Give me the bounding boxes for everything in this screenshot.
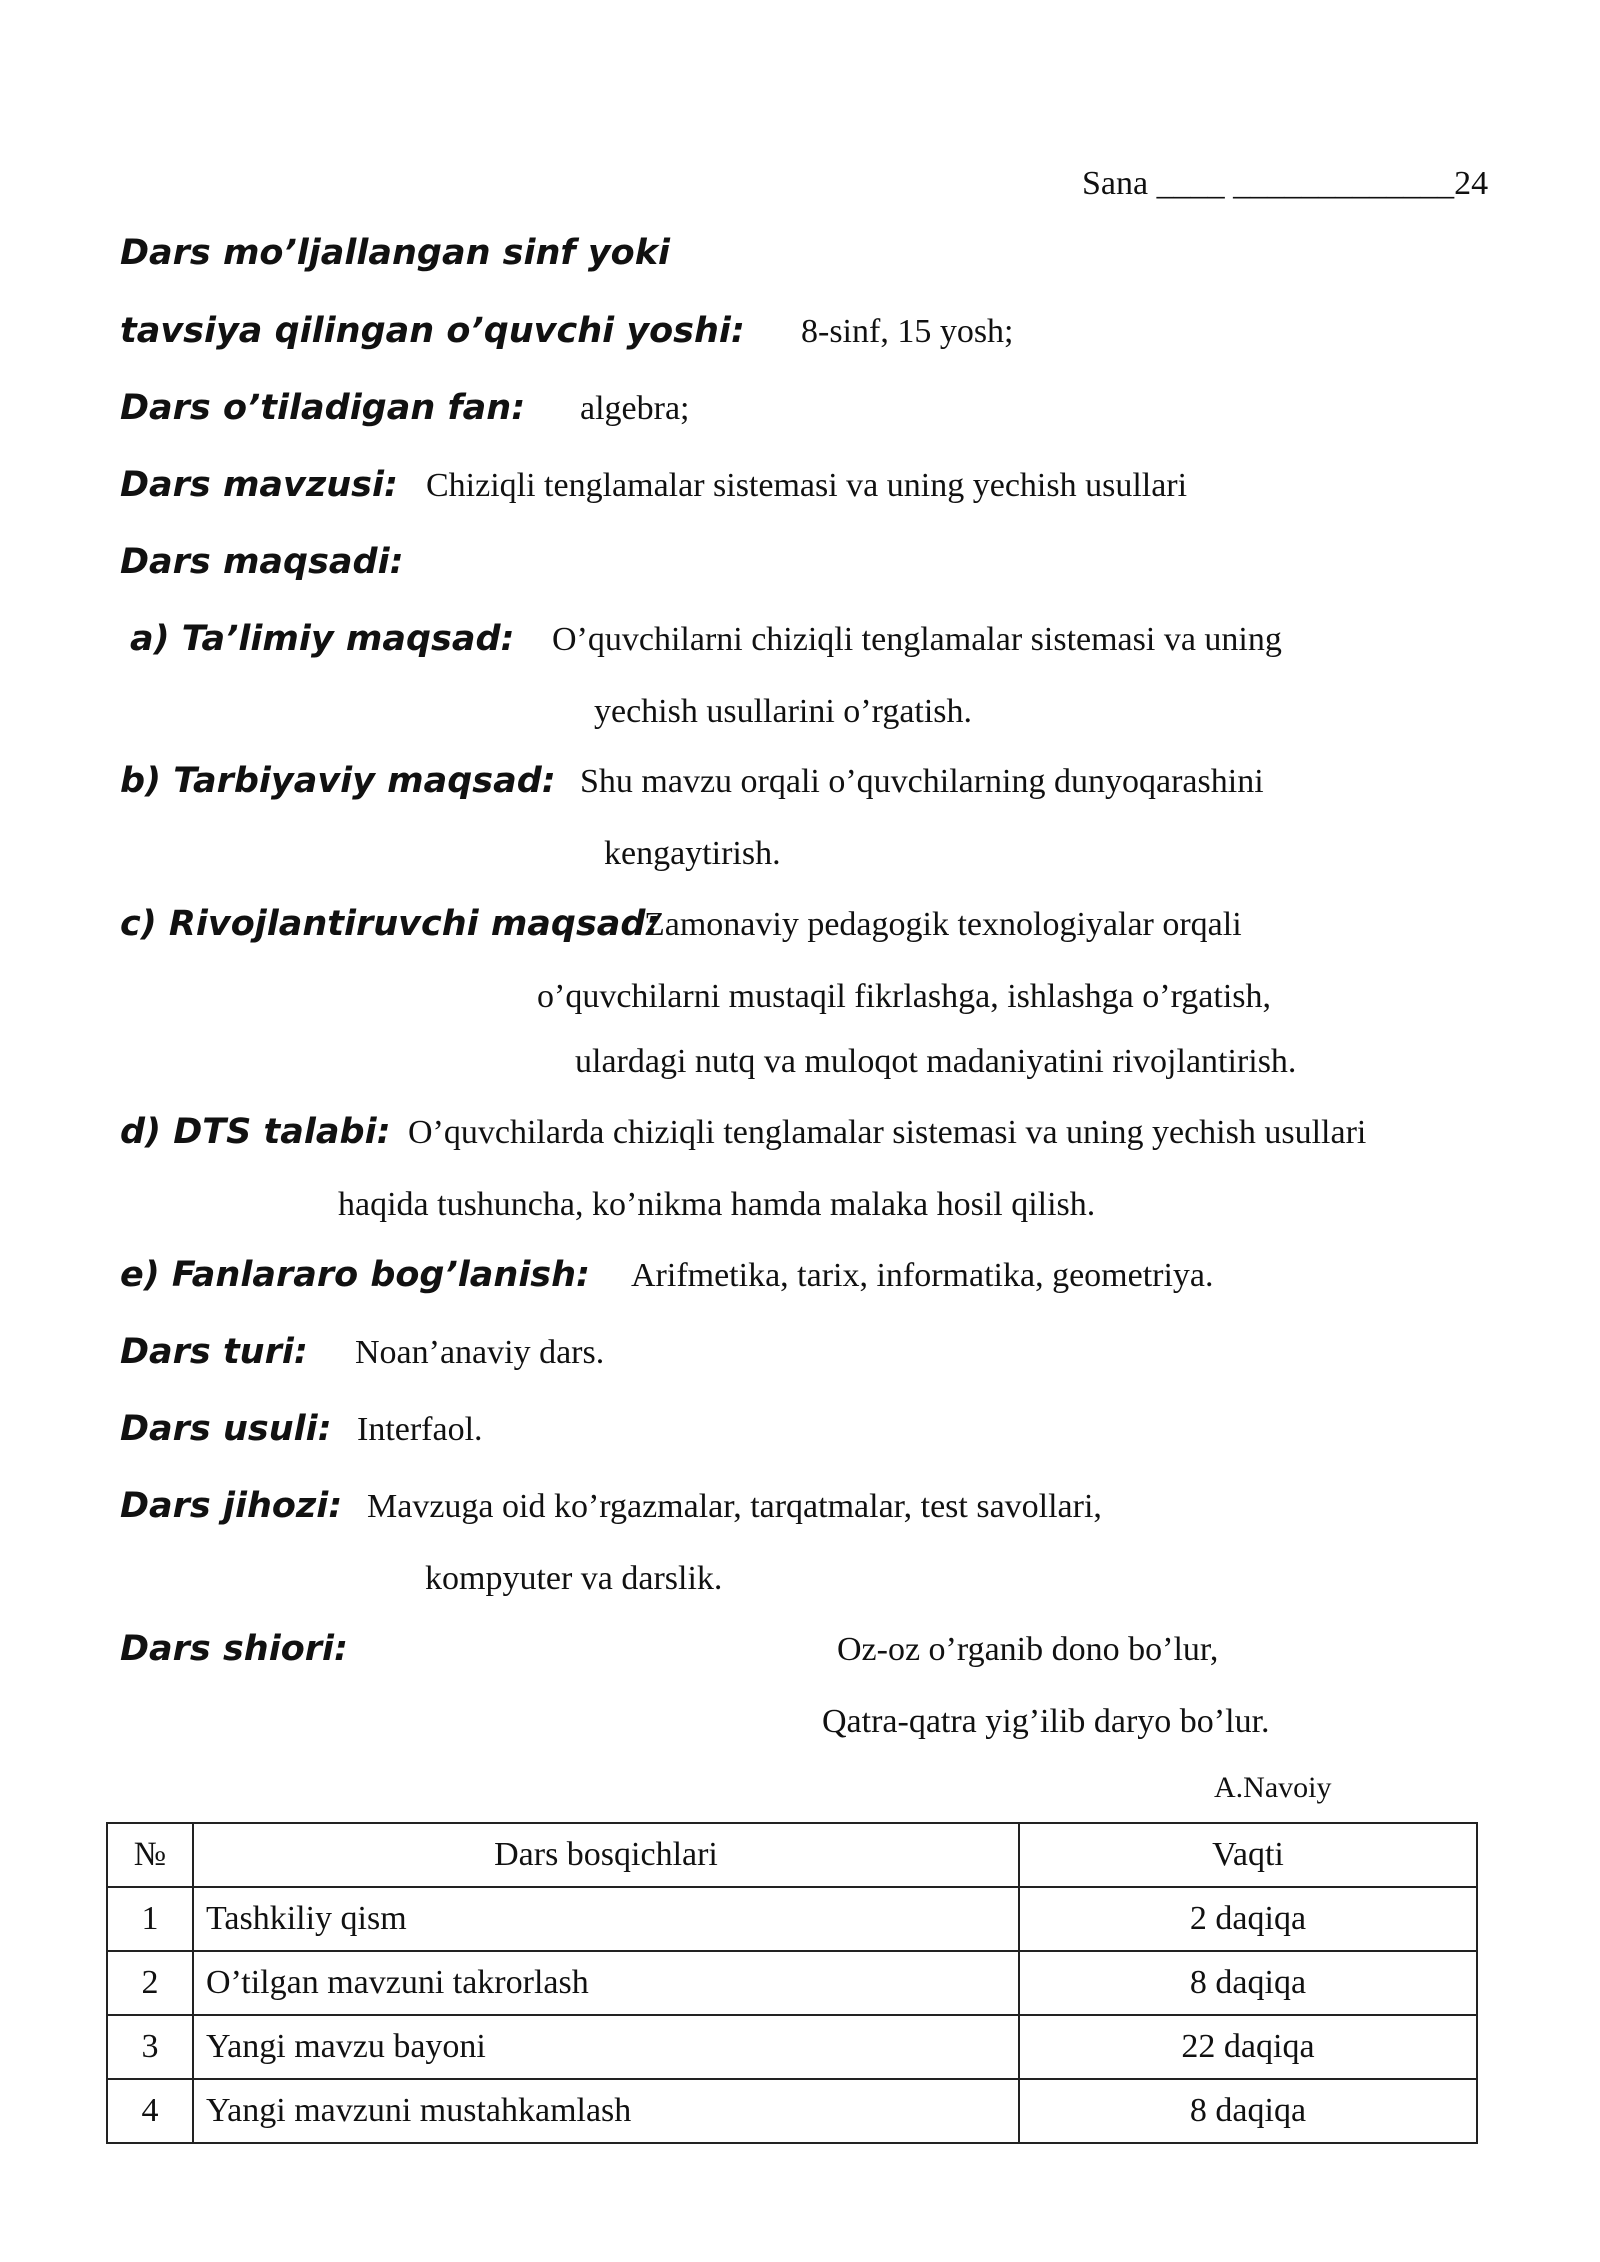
upbringing-goal-label: b) Tarbiyaviy maqsad:	[120, 761, 556, 801]
table-row	[107, 1951, 1477, 2015]
edu-goal-line-1: O’quvchilarni chiziqli tenglamalar sistemasi va uning	[552, 621, 1282, 658]
header-time: Vaqti	[1019, 1823, 1477, 1887]
row-stage: Yangi mavzu bayoni	[193, 2015, 1019, 2079]
dts-line-2: haqida tushuncha, ko’nikma hamda malaka hosil qilish.	[338, 1186, 1096, 1223]
lesson-type-value: Noan’anaviy dars.	[355, 1334, 605, 1371]
row-number: 2	[107, 1951, 193, 2015]
row-stage: Yangi mavzuni mustahkamlash	[193, 2079, 1019, 2143]
row-number: 4	[107, 2079, 193, 2143]
motto-label: Dars shiori:	[120, 1629, 348, 1669]
dts-line-1: O’quvchilarda chiziqli tenglamalar sistemasi va uning yechish usullari	[408, 1114, 1367, 1151]
row-stage: O’tilgan mavzuni takrorlash	[193, 1951, 1019, 2015]
develop-goal-label: c) Rivojlantiruvchi maqsad:	[120, 904, 660, 944]
row-stage: Tashkiliy qism	[193, 1887, 1019, 1951]
interdisciplinary-label: e) Fanlararo bog’lanish:	[120, 1255, 591, 1295]
subject-label: Dars o’tiladigan fan:	[120, 388, 526, 428]
upbringing-goal-line-1: Shu mavzu orqali o’quvchilarning dunyoqarashini	[580, 763, 1264, 800]
edu-goal-line-2: yechish usullarini o’rgatish.	[594, 693, 973, 730]
develop-goal-line-2: o’quvchilarni mustaqil fikrlashga, ishlashga o’rgatish,	[537, 978, 1272, 1015]
subject-value: algebra;	[580, 390, 690, 427]
topic-label: Dars mavzusi:	[120, 465, 398, 505]
table-row	[107, 1887, 1477, 1951]
equipment-label: Dars jihozi:	[120, 1486, 343, 1526]
row-time: 2 daqiqa	[1019, 1887, 1477, 1951]
topic-value: Chiziqli tenglamalar sistemasi va uning yechish usullari	[426, 467, 1188, 504]
method-value: Interfaol.	[357, 1411, 483, 1448]
develop-goal-line-1: Zamonaviy pedagogik texnologiyalar orqali	[644, 906, 1242, 943]
interdisciplinary-value: Arifmetika, tarix, informatika, geometriya.	[631, 1257, 1214, 1294]
motto-line-1: Oz-oz o’rganib dono bo’lur,	[837, 1631, 1219, 1668]
row-time: 8 daqiqa	[1019, 1951, 1477, 2015]
header-number: №	[107, 1823, 193, 1887]
table-row	[107, 2079, 1477, 2143]
date-line: Sana ____ _____________24	[1082, 165, 1489, 202]
row-time: 8 daqiqa	[1019, 2079, 1477, 2143]
equipment-line-1: Mavzuga oid ko’rgazmalar, tarqatmalar, test savollari,	[367, 1488, 1102, 1525]
table-row	[107, 2015, 1477, 2079]
develop-goal-line-3: ulardagi nutq va muloqot madaniyatini rivojlantirish.	[575, 1043, 1297, 1080]
row-number: 1	[107, 1887, 193, 1951]
row-time: 22 daqiqa	[1019, 2015, 1477, 2079]
row-number: 3	[107, 2015, 193, 2079]
audience-label-line-2: tavsiya qilingan o’quvchi yoshi:	[120, 311, 745, 351]
table-header-row	[107, 1823, 1477, 1887]
edu-goal-label: a) Ta’limiy maqsad:	[130, 619, 515, 659]
header-stages: Dars bosqichlari	[193, 1823, 1019, 1887]
motto-author: A.Navoiy	[1214, 1771, 1332, 1804]
dts-label: d) DTS talabi:	[120, 1112, 391, 1152]
upbringing-goal-line-2: kengaytirish.	[604, 835, 781, 872]
audience-label-line-1: Dars mo’ljallangan sinf yoki	[120, 233, 670, 273]
motto-line-2: Qatra-qatra yig’ilib daryo bo’lur.	[822, 1703, 1270, 1740]
audience-value: 8-sinf, 15 yosh;	[801, 313, 1014, 350]
method-label: Dars usuli:	[120, 1409, 332, 1449]
lesson-type-label: Dars turi:	[120, 1332, 308, 1372]
equipment-line-2: kompyuter va darslik.	[425, 1560, 723, 1597]
lesson-stages-table	[106, 1822, 1478, 2144]
goals-label: Dars maqsadi:	[120, 542, 404, 582]
